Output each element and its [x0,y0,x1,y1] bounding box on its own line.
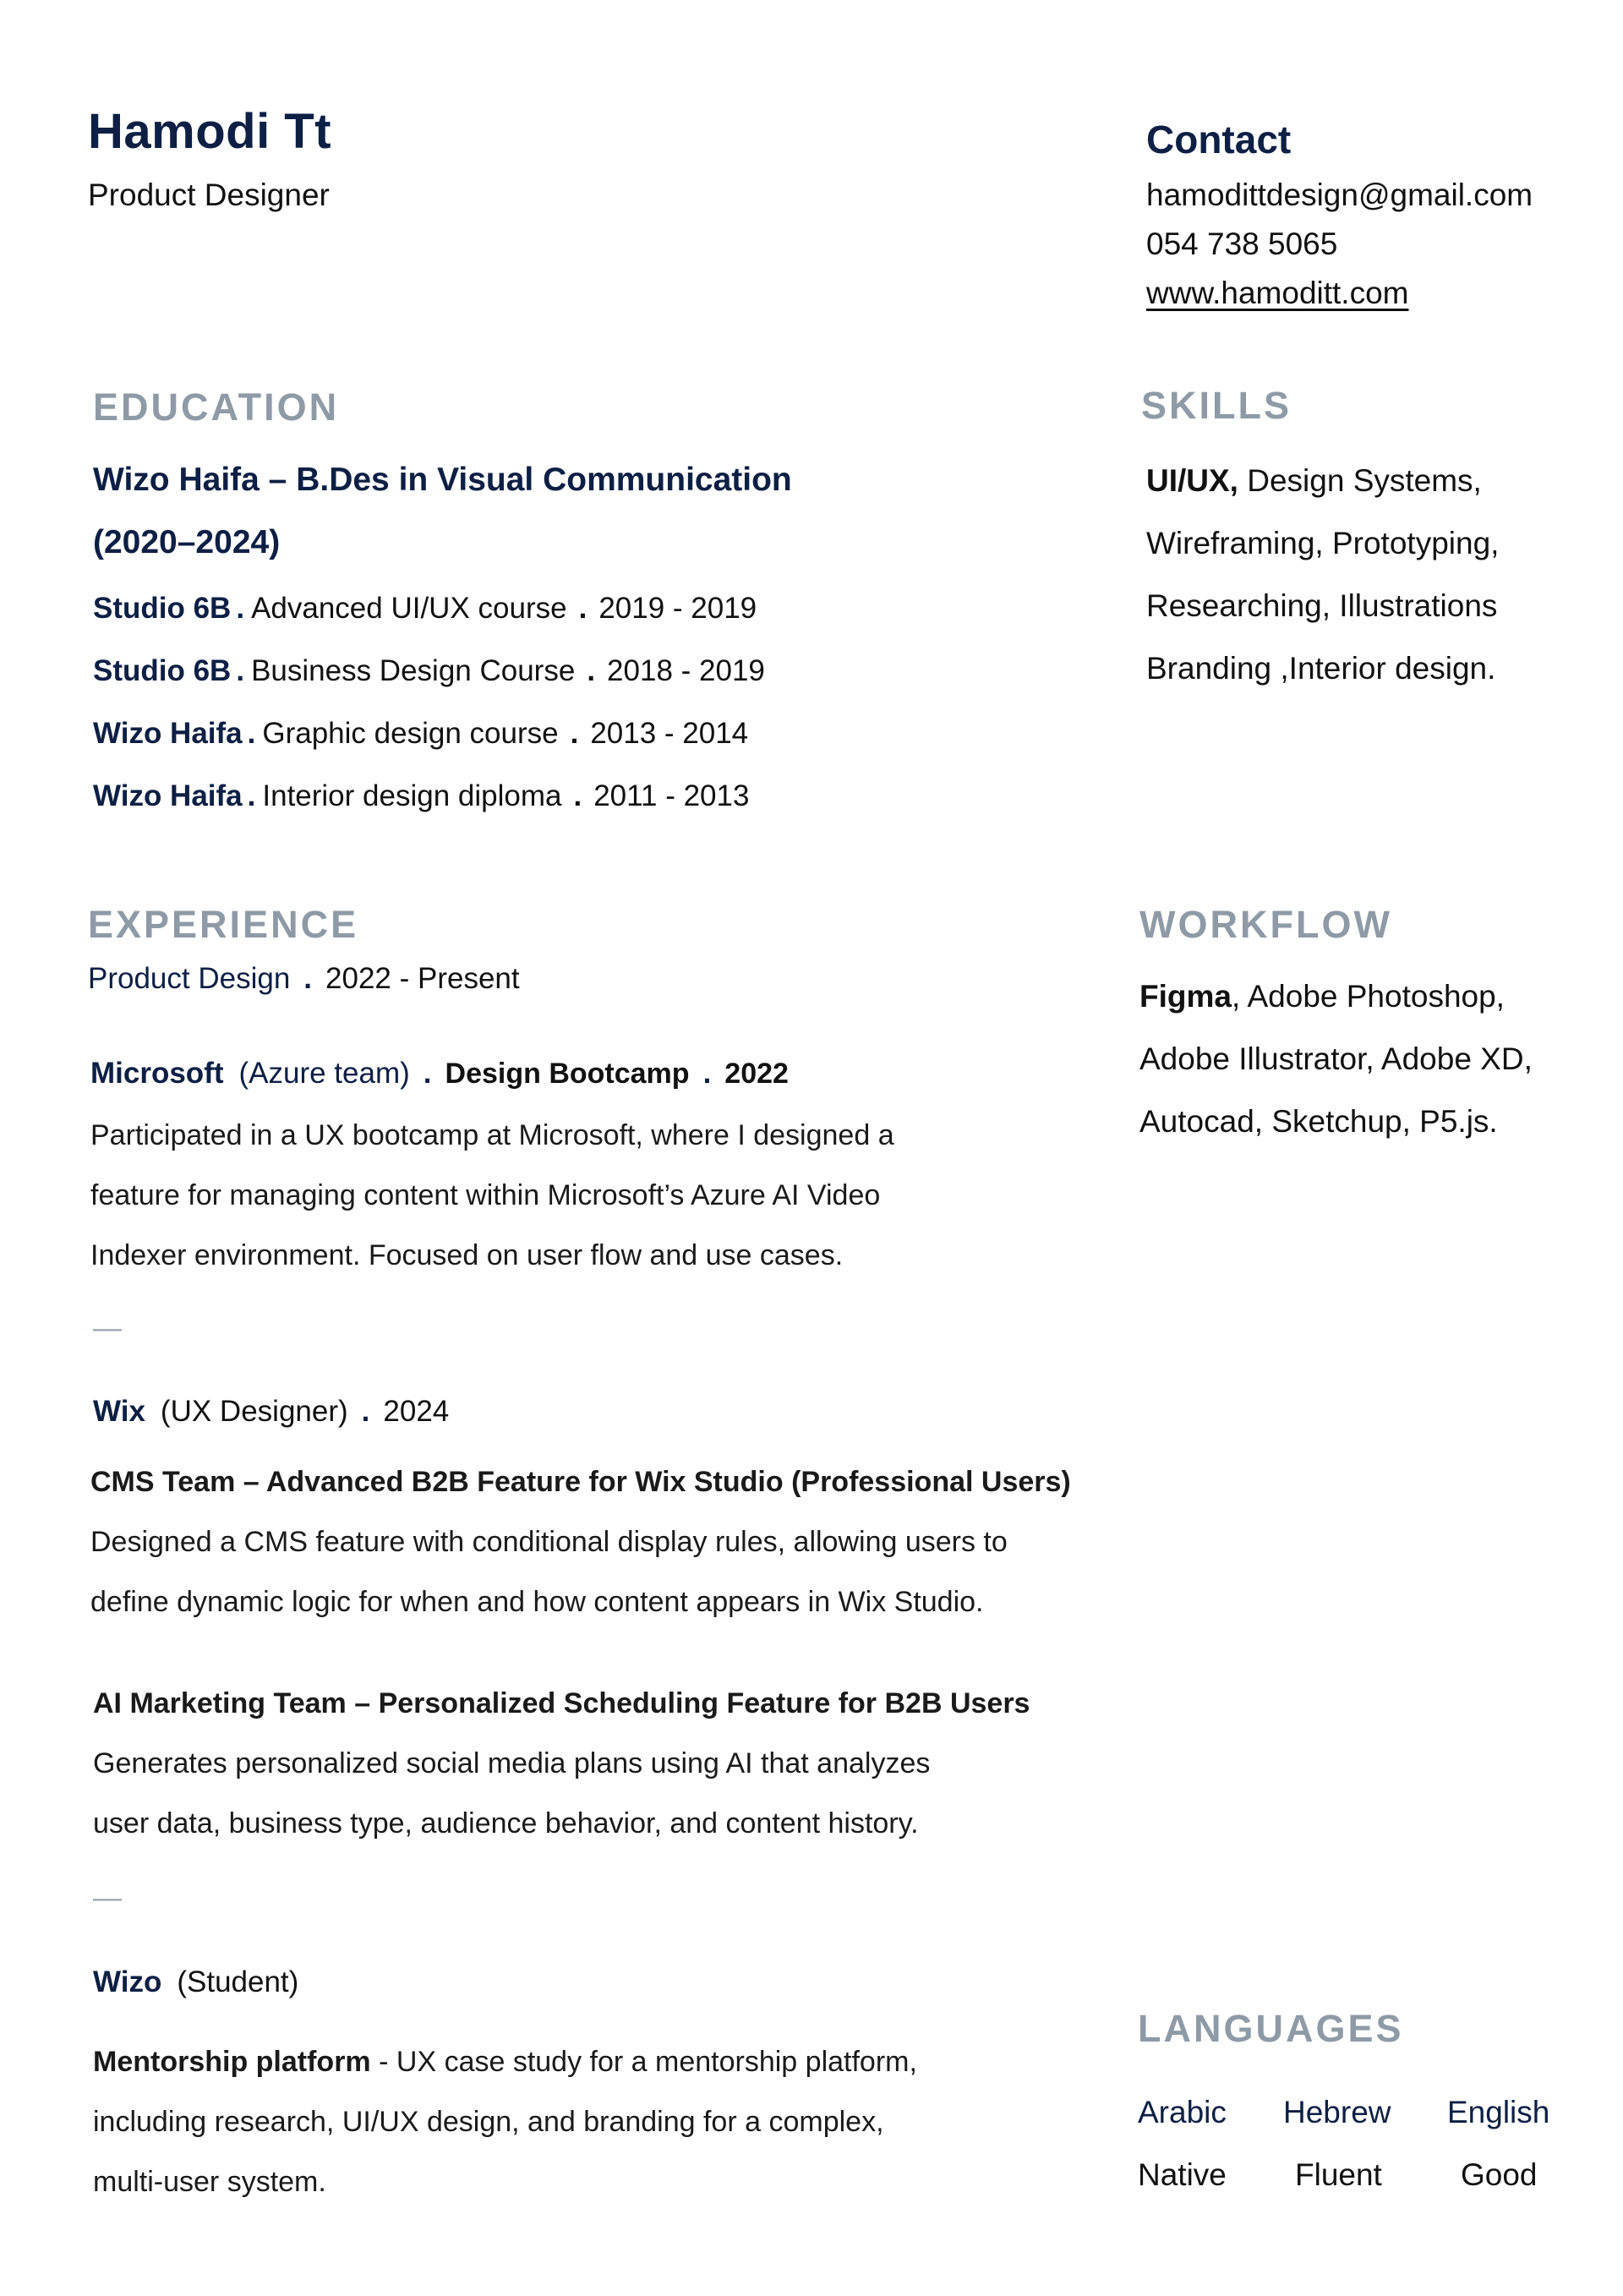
microsoft-desc-line: Participated in a UX bootcamp at Microsoft, where I designed a [90,1119,894,1151]
education-org: Studio 6B [93,592,232,625]
separator-dot: . [578,592,587,625]
education-years: 2018 - 2019 [607,654,765,687]
wizo-project-title: Mentorship platform [93,2046,371,2078]
separator-dot: . [247,717,256,750]
wizo-desc-line [93,2046,917,2079]
language-name: English [1447,2095,1550,2129]
microsoft-team: (Azure team) [238,1057,410,1090]
separator-dot: . [303,962,313,995]
workflow-line: Adobe Illustrator, Adobe XD, [1139,1041,1533,1076]
workflow-lead: Figma [1139,979,1232,1014]
wix-role: (UX Designer) [160,1395,348,1428]
languages-title: LANGUAGES [1138,2007,1404,2050]
skills-lead: UI/UX, [1146,463,1238,498]
workflow-title: WORKFLOW [1139,903,1392,946]
contact-phone: 054 738 5065 [1146,227,1338,261]
section-divider: — [93,1312,122,1344]
education-item [93,717,748,751]
language-level: Good [1461,2157,1538,2192]
education-degree-line1: Wizo Haifa – B.Des in Visual Communication [93,462,792,498]
contact-website-link[interactable]: www.hamoditt.com [1146,276,1409,310]
wizo-org: Wizo [93,1965,162,1998]
separator-dot: . [423,1057,432,1090]
education-years: 2019 - 2019 [598,592,757,625]
wix-project2-line: Generates personalized social media plans using AI that analyzes [93,1747,931,1779]
education-org: Wizo Haifa [93,717,243,750]
separator-dot: . [587,654,596,687]
education-org: Wizo Haifa [93,779,243,812]
separator-dot: . [236,654,245,687]
experience-field-row [88,962,520,996]
separator-dot: . [570,717,579,750]
wix-project1-line: define dynamic logic for when and how content appears in Wix Studio. [90,1586,984,1618]
education-item [93,779,749,813]
resume-name: Hamodi Tt [88,104,332,159]
separator-dot: . [361,1395,370,1428]
education-course: Interior design diploma [262,779,562,812]
education-years: 2013 - 2014 [590,717,749,750]
language-name: Hebrew [1283,2095,1391,2129]
wizo-role: (Student) [177,1965,299,1998]
wix-year: 2024 [383,1395,450,1428]
wix-project1-line: Designed a CMS feature with conditional display rules, allowing users to [90,1526,1008,1558]
workflow-line1-rest: , Adobe Photoshop, [1231,979,1505,1014]
separator-dot: . [573,779,582,812]
education-years: 2011 - 2013 [593,779,750,812]
education-course: Business Design Course [251,654,576,687]
language-level: Native [1138,2157,1227,2192]
wizo-line1-rest: - UX case study for a mentorship platform, [370,2046,917,2078]
language-name: Arabic [1138,2095,1227,2129]
workflow-line [1139,979,1505,1014]
education-title: EDUCATION [93,385,340,429]
separator-dot: . [236,592,245,625]
separator-dot: . [702,1057,712,1090]
education-course: Graphic design course [262,717,559,750]
language-level: Fluent [1295,2157,1382,2192]
contact-title: Contact [1146,118,1292,161]
microsoft-heading [90,1057,789,1091]
microsoft-desc-line: feature for managing content within Microsoft’s Azure AI Video [90,1179,881,1211]
section-divider: — [93,1882,122,1914]
microsoft-program: Design Bootcamp [445,1058,690,1090]
wizo-heading [93,1965,298,1999]
separator-dot: . [247,779,256,812]
wix-project2-line: user data, business type, audience behavior, and content history. [93,1807,919,1840]
skills-title: SKILLS [1141,384,1292,427]
wix-project1-title: CMS Team – Advanced B2B Feature for Wix Studio (Professional Users) [90,1466,1071,1498]
wizo-desc-line: including research, UI/UX design, and branding for a complex, [93,2106,884,2138]
skills-line1-rest: Design Systems, [1238,463,1482,498]
experience-period: 2022 - Present [325,962,520,995]
skills-line [1146,463,1482,499]
microsoft-year: 2022 [724,1058,789,1090]
skills-line: Wireframing, Prototyping, [1146,526,1500,560]
education-course: Advanced UI/UX course [251,592,567,625]
resume-role: Product Designer [88,178,330,212]
microsoft-desc-line: Indexer environment. Focused on user flow and use cases. [90,1239,844,1271]
education-org: Studio 6B [93,654,232,687]
education-degree-line2: (2020–2024) [93,524,281,560]
education-item [93,592,757,626]
skills-line: Researching, Illustrations [1146,588,1498,623]
wix-project2-title: AI Marketing Team – Personalized Scheduling Feature for B2B Users [93,1687,1030,1719]
wix-org: Wix [93,1395,145,1428]
microsoft-org: Microsoft [90,1057,224,1090]
education-item [93,654,765,688]
wix-heading [93,1395,449,1429]
workflow-line: Autocad, Sketchup, P5.js. [1139,1104,1498,1139]
skills-line: Branding ,Interior design. [1146,651,1496,686]
experience-title: EXPERIENCE [88,903,359,946]
experience-field: Product Design [88,962,291,995]
wizo-desc-line: multi-user system. [93,2166,326,2198]
contact-email[interactable]: hamodittdesign@gmail.com [1146,178,1533,212]
